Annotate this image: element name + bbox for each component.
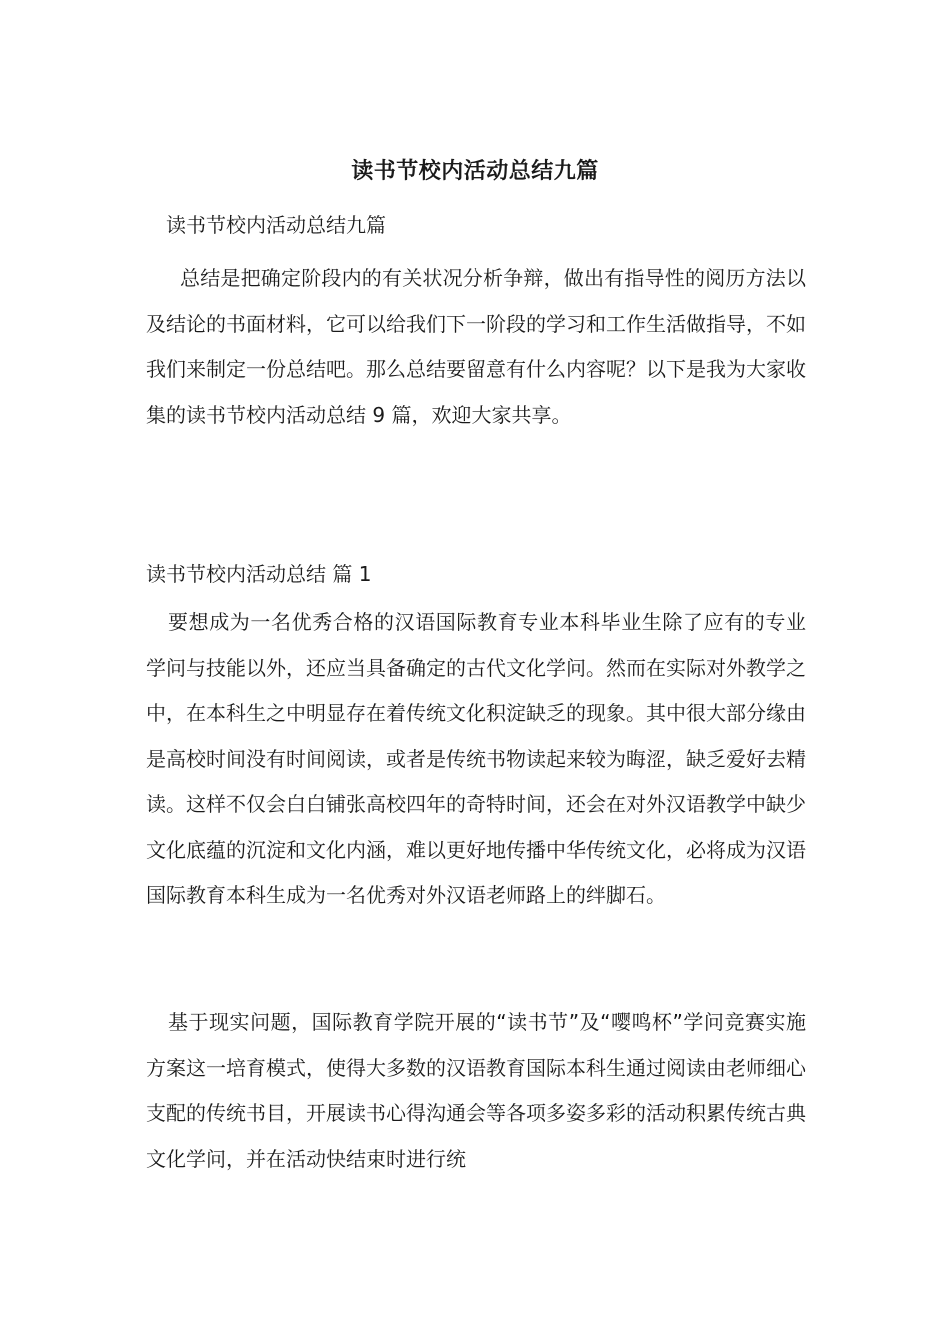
intro-paragraph: 总结是把确定阶段内的有关状况分析争辩，做出有指导性的阅历方法以及结论的书面材料，它可以给我们下一阶段的学习和工作生活做指导，不如我们来制定一份总结吧。那么总结要留意有什么内容呢？以下是我为大家收集的读书节校内活动总结 9 篇，欢迎大家共享。 <box>146 266 806 427</box>
body-paragraph: 基于现实问题，国际教育学院开展的“读书节”及“嘤鸣杯”学问竞赛实施方案这一培育模式，使得大多数的汉语教育国际本科生通过阅读由老师细心支配的传统书目，开展读书心得沟通会等各项多姿多彩的活动积累传统古典文化学问，并在活动快结束时进行统 <box>146 1010 806 1171</box>
section-heading: 读书节校内活动总结 篇 1 <box>146 562 372 586</box>
document-subtitle: 读书节校内活动总结九篇 <box>166 213 386 237</box>
body-paragraph: 要想成为一名优秀合格的汉语国际教育专业本科毕业生除了应有的专业学问与技能以外，还应当具备确定的古代文化学问。然而在实际对外教学之中，在本科生之中明显存在着传统文化积淀缺乏的现象。其中很大部分缘由是高校时间没有时间阅读，或者是传统书物读起来较为晦涩，缺乏爱好去精读。这样不仅会白白铺张高校四年的奇特时间，还会在对外汉语教学中缺少文化底蕴的沉淀和文化内涵，难以更好地传播中华传统文化，必将成为汉语国际教育本科生成为一名优秀对外汉语老师路上的绊脚石。 <box>146 610 806 907</box>
document-title: 读书节校内活动总结九篇 <box>351 159 599 184</box>
